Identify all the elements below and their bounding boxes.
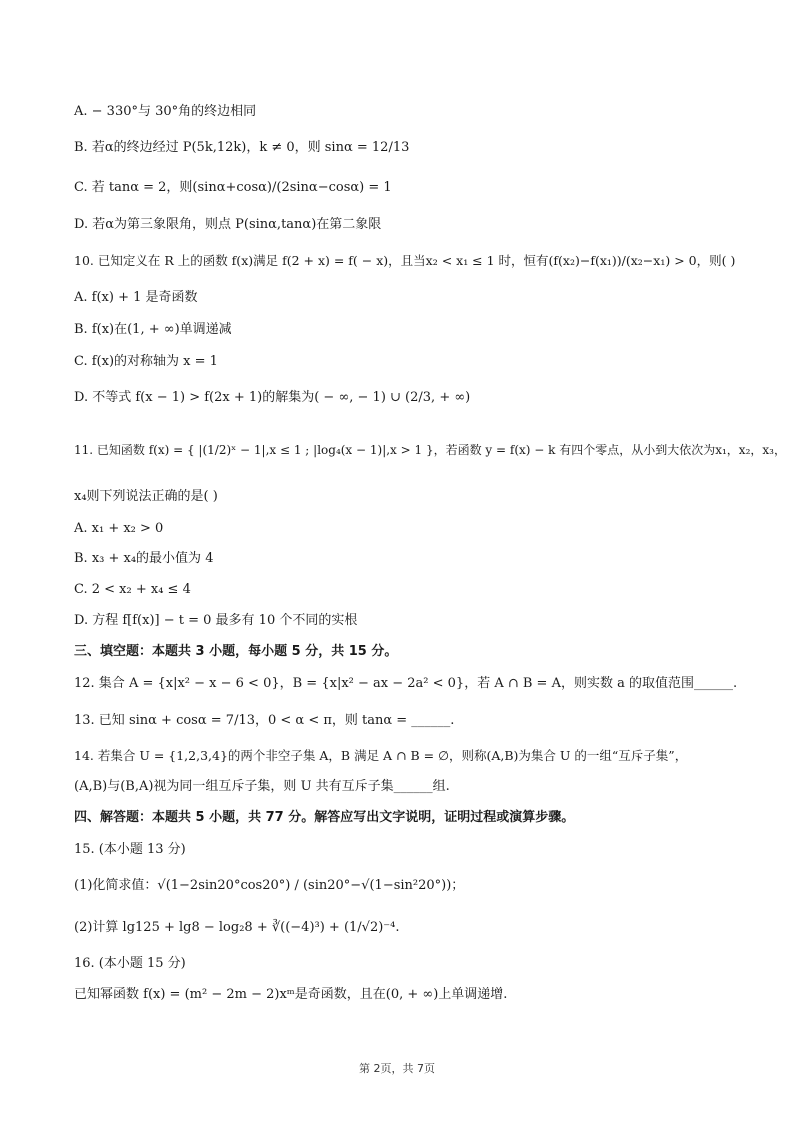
q15-title: 15. (本小题 13 分): [74, 842, 186, 857]
section-fill-in-heading: 三、填空题：本题共 3 小题，每小题 5 分，共 15 分。: [74, 644, 398, 659]
q12: 12. 集合 A = {x|x² − x − 6 < 0}，B = {x|x² − ax − 2a² < 0}，若 A ∩ B = A，则实数 a 的取值范围______.: [74, 676, 738, 691]
q14-line-1: 14. 若集合 U = {1,2,3,4}的两个非空子集 A，B 满足 A ∩ B = ∅，则称(A,B)为集合 U 的一组“互斥子集”，: [74, 748, 688, 763]
q15-part-1: (1)化简求值：√(1−2sin20°cos20°) / (sin20°−√(1−sin²20°))；: [74, 878, 465, 893]
q11-option-a: A. x₁ + x₂ > 0: [74, 521, 164, 536]
q13: 13. 已知 sinα + cosα = 7/13，0 < α < π，则 tanα = ______.: [74, 713, 455, 728]
q11-option-d: D. 方程 f[f(x)] − t = 0 最多有 10 个不同的实根: [74, 613, 358, 628]
q16-title: 16. (本小题 15 分): [74, 956, 186, 971]
q9-option-a: A. − 330°与 30°角的终边相同: [74, 104, 257, 119]
q9-option-d: D. 若α为第三象限角，则点 P(sinα,tanα)在第二象限: [74, 217, 382, 232]
q16-stem: 已知幂函数 f(x) = (m² − 2m − 2)xᵐ是奇函数，且在(0, + ∞)上单调递增.: [74, 987, 508, 1002]
q9-option-c: C. 若 tanα = 2，则(sinα+cosα)/(2sinα−cosα) = 1: [74, 180, 392, 195]
q10-option-a: A. f(x) + 1 是奇函数: [74, 290, 198, 305]
section-solve-heading: 四、解答题：本题共 5 小题，共 77 分。解答应写出文字说明，证明过程或演算步骤。: [74, 810, 575, 825]
q15-part-2: (2)计算 lg125 + lg8 − log₂8 + ∛((−4)³) + (1/√2)⁻⁴.: [74, 920, 400, 935]
q10-option-d: D. 不等式 f(x − 1) > f(2x + 1)的解集为( − ∞, − 1) ∪ (2/3, + ∞): [74, 390, 471, 405]
q10-option-b: B. f(x)在(1, + ∞)单调递减: [74, 322, 232, 337]
q14-line-2: (A,B)与(B,A)视为同一组互斥子集，则 U 共有互斥子集______组.: [74, 779, 450, 794]
q11-option-c: C. 2 < x₂ + x₄ ≤ 4: [74, 582, 191, 597]
q11-stem-continued: x₄则下列说法正确的是( ): [74, 489, 218, 504]
q10-stem: 10. 已知定义在 R 上的函数 f(x)满足 f(2 + x) = f( − x)，且当x₂ < x₁ ≤ 1 时，恒有(f(x₂)−f(x₁))/(x₂−x₁) > 0，则( ): [74, 253, 736, 268]
q10-option-c: C. f(x)的对称轴为 x = 1: [74, 354, 218, 369]
q11-option-b: B. x₃ + x₄的最小值为 4: [74, 551, 214, 566]
page-footer: 第 2页，共 7页: [359, 1062, 435, 1075]
q9-option-b: B. 若α的终边经过 P(5k,12k)，k ≠ 0，则 sinα = 12/13: [74, 140, 410, 155]
q11-stem: 11. 已知函数 f(x) = { |(1/2)ˣ − 1|,x ≤ 1 ; |log₄(x − 1)|,x > 1 }，若函数 y = f(x) − k 有四个零点，从小到大依次为x₁，x₂，x₃，: [74, 443, 786, 457]
